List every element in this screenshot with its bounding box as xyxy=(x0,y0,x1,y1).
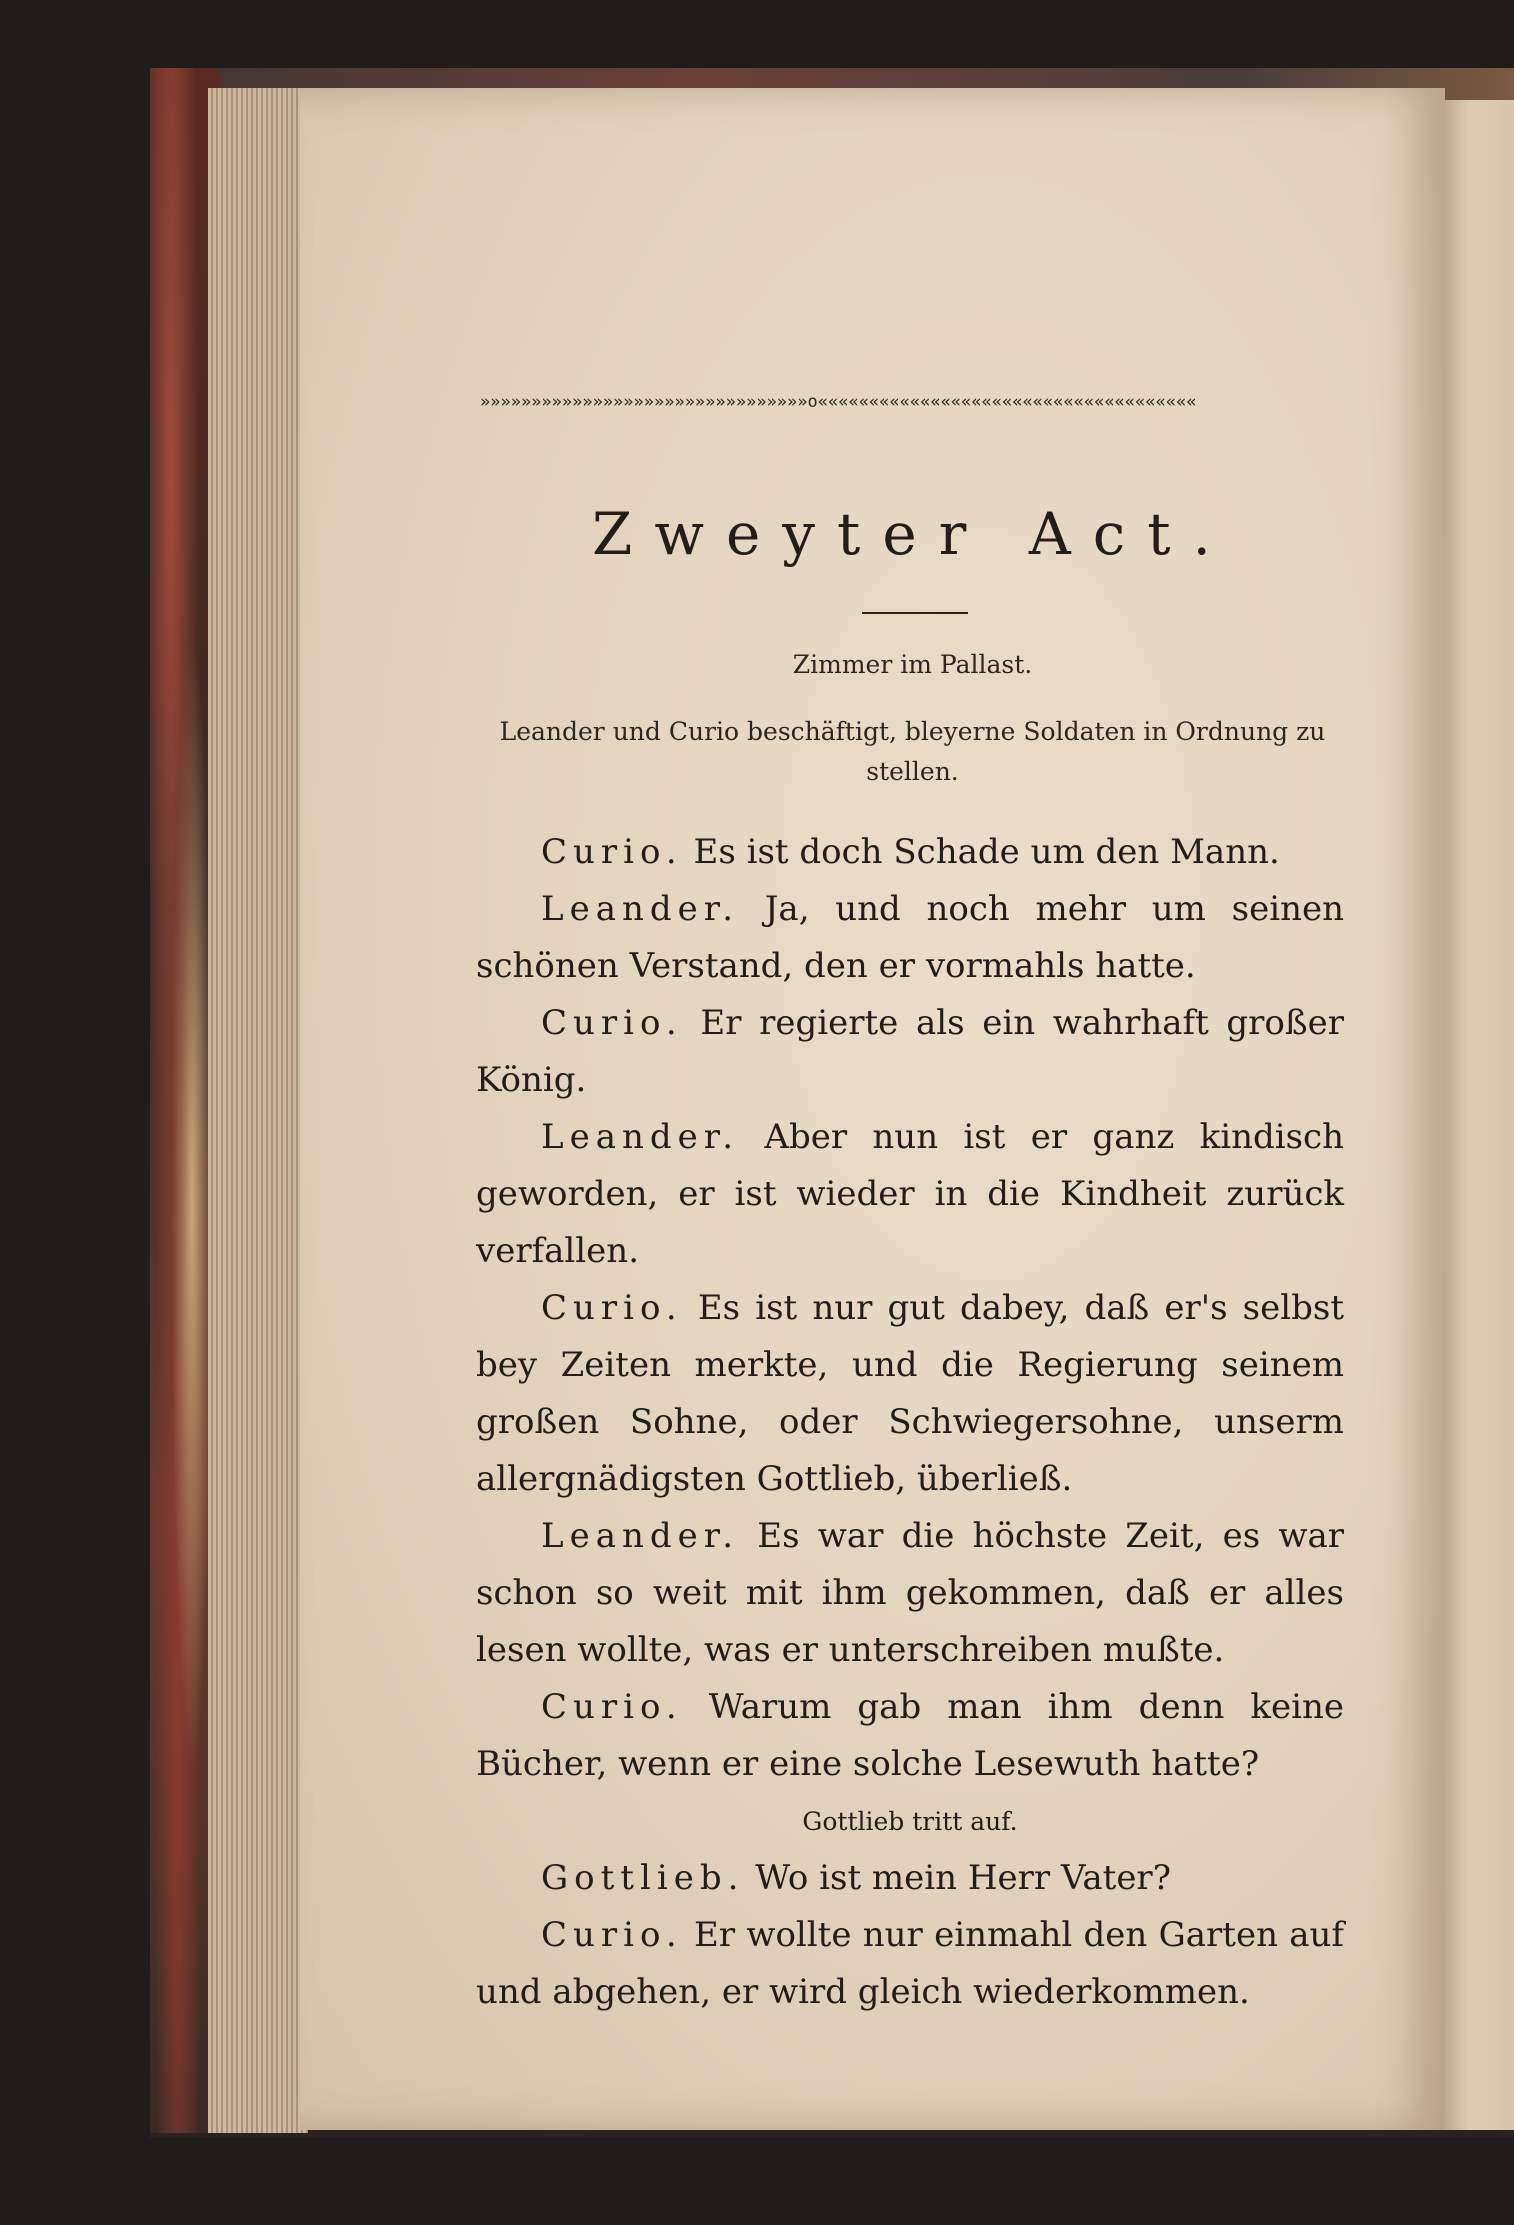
dialogue-line xyxy=(476,1850,1344,1907)
dialogue-line xyxy=(476,1679,1344,1793)
speaker: Curio. xyxy=(541,1687,683,1727)
line-text: Wo ist mein Herr Vater? xyxy=(744,1858,1171,1898)
line-text: Es ist doch Schade um den Mann. xyxy=(682,832,1280,872)
dialogue-line xyxy=(476,881,1344,995)
dialogue xyxy=(476,824,1344,2021)
line-text: Ja, und noch mehr um seinen schönen Verstand, den er vormahls hatte. xyxy=(476,889,1344,986)
line-text: Warum gab man ihm denn keine Bücher, wenn er eine solche Lesewuth hatte? xyxy=(476,1687,1344,1784)
facing-page-edge xyxy=(1440,100,1514,2130)
title-divider xyxy=(862,612,968,614)
dialogue-line xyxy=(476,1109,1344,1280)
dialogue-line xyxy=(476,1280,1344,1508)
dialogue-line xyxy=(476,824,1344,881)
line-text: Es war die höchste Zeit, es war schon so weit mit ihm gekommen, daß er alles lesen wollte, was er unterschreiben mußte. xyxy=(476,1516,1344,1670)
line-text: Es ist nur gut dabey, daß er's selbst bey Zeiten merkte, und die Regierung seinem großen Sohne, oder Schwiegersohne, unserm allergnädigsten Gottlieb, überließ. xyxy=(476,1288,1344,1499)
line-text: Er regierte als ein wahrhaft großer König. xyxy=(476,1003,1344,1100)
line-text: Aber nun ist er ganz kindisch geworden, er ist wieder in die Kindheit zurück verfallen. xyxy=(476,1117,1344,1271)
speaker: Curio. xyxy=(541,1915,683,1955)
dialogue-line xyxy=(476,1907,1344,2021)
speaker: Gottlieb. xyxy=(541,1858,745,1898)
scene-setting: Zimmer im Pallast. xyxy=(792,650,1033,679)
stage-direction-entrance: Gottlieb tritt auf. xyxy=(802,1807,1018,1836)
speaker: Curio. xyxy=(541,832,683,872)
dialogue-line xyxy=(476,995,1344,1109)
page-stack-edge xyxy=(208,88,308,2133)
stage-direction: Leander und Curio beschäftigt, bleyerne Soldaten in Ordnung zu stellen. xyxy=(499,717,1326,786)
speaker: Curio. xyxy=(541,1003,683,1043)
line-text: Er wollte nur einmahl den Garten auf und abgehen, er wird gleich wiederkommen. xyxy=(476,1915,1344,2012)
dialogue-line xyxy=(476,1508,1344,1679)
ornament-rule: »»»»»»»»»»»»»»»»»»»»»»»»»»»»»»»»o««««««««««««««««««««««««««««««««««««« xyxy=(480,392,1197,412)
speaker: Leander. xyxy=(541,1117,740,1157)
act-title: Zweyter Act. xyxy=(592,500,1233,568)
speaker: Leander. xyxy=(541,1516,740,1556)
speaker: Curio. xyxy=(541,1288,683,1328)
speaker: Leander. xyxy=(541,889,740,929)
